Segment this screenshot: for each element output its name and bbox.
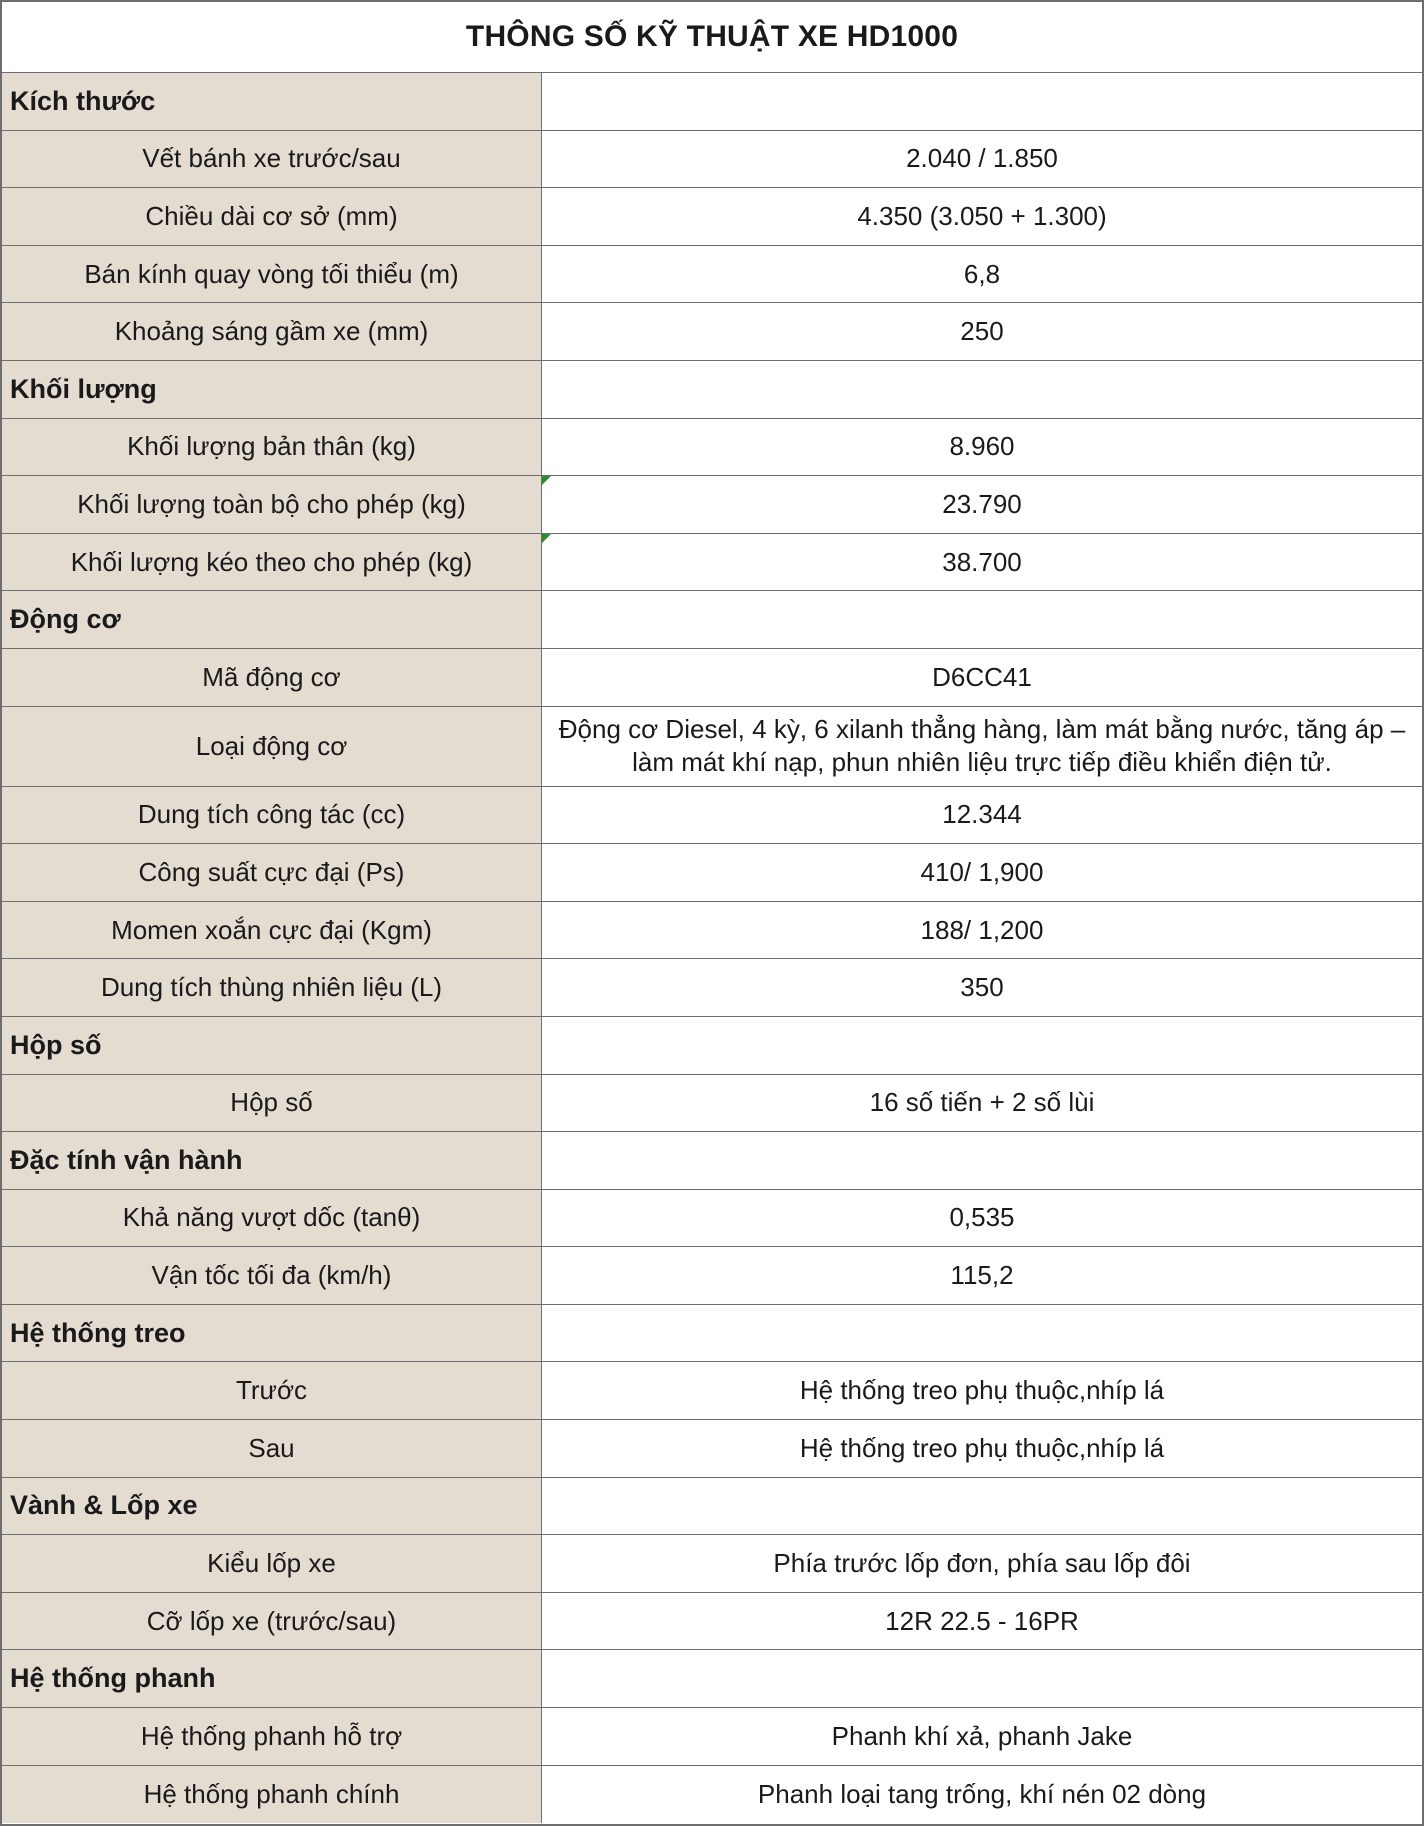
spec-value: 12R 22.5 - 16PR xyxy=(885,1605,1079,1636)
spec-value: 0,535 xyxy=(949,1202,1015,1233)
section-row xyxy=(2,1305,1422,1363)
section-heading: Kích thước xyxy=(2,73,542,130)
spec-label: Mã động cơ xyxy=(2,649,542,706)
section-heading: Động cơ xyxy=(2,591,542,648)
table-row xyxy=(2,902,1422,960)
table-row xyxy=(2,188,1422,246)
table-row xyxy=(2,1247,1422,1305)
table-row xyxy=(2,959,1422,1017)
section-row xyxy=(2,361,1422,419)
spec-value: 2.040 / 1.850 xyxy=(906,143,1058,174)
table-row xyxy=(2,649,1422,707)
section-empty-cell xyxy=(542,1650,1422,1707)
spec-value: 16 số tiến + 2 số lùi xyxy=(869,1087,1095,1118)
spec-value: Phía trước lốp đơn, phía sau lốp đôi xyxy=(773,1548,1191,1579)
section-row xyxy=(2,1478,1422,1536)
spec-label: Vết bánh xe trước/sau xyxy=(2,131,542,188)
section-empty-cell xyxy=(542,1132,1422,1189)
section-empty-cell xyxy=(542,73,1422,130)
section-heading: Vành & Lốp xe xyxy=(2,1478,542,1535)
section-row xyxy=(2,1017,1422,1075)
spec-label: Loại động cơ xyxy=(2,707,542,786)
spec-value: 8.960 xyxy=(949,431,1015,462)
section-heading: Hệ thống phanh xyxy=(2,1650,542,1707)
section-heading: Khối lượng xyxy=(2,361,542,418)
spec-value: Hệ thống treo phụ thuộc,nhíp lá xyxy=(799,1375,1165,1406)
spec-label: Khối lượng toàn bộ cho phép (kg) xyxy=(2,476,542,533)
table-row xyxy=(2,419,1422,477)
spec-value: 23.790 xyxy=(542,476,1422,533)
table-row xyxy=(2,1708,1422,1766)
spec-label: Bán kính quay vòng tối thiểu (m) xyxy=(2,246,542,303)
table-row xyxy=(2,1190,1422,1248)
spec-value: Phanh khí xả, phanh Jake xyxy=(831,1720,1133,1751)
section-heading: Hộp số xyxy=(2,1017,542,1074)
section-empty-cell xyxy=(542,361,1422,418)
table-row xyxy=(2,844,1422,902)
spec-value: 350 xyxy=(960,972,1004,1003)
spec-label: Khối lượng kéo theo cho phép (kg) xyxy=(2,534,542,591)
spec-value: 4.350 (3.050 + 1.300) xyxy=(857,200,1107,231)
table-row xyxy=(2,1766,1422,1824)
section-row xyxy=(2,591,1422,649)
table-title: THÔNG SỐ KỸ THUẬT XE HD1000 xyxy=(2,2,1422,73)
table-row xyxy=(2,246,1422,304)
spec-label: Hệ thống phanh chính xyxy=(2,1766,542,1824)
spec-label: Dung tích công tác (cc) xyxy=(2,787,542,844)
table-row xyxy=(2,1075,1422,1133)
spec-label: Cỡ lốp xe (trước/sau) xyxy=(2,1593,542,1650)
spec-label: Khối lượng bản thân (kg) xyxy=(2,419,542,476)
section-empty-cell xyxy=(542,1305,1422,1362)
spec-label: Sau xyxy=(2,1420,542,1477)
table-row xyxy=(2,1535,1422,1593)
table-row xyxy=(2,787,1422,845)
spec-value: D6CC41 xyxy=(932,661,1032,692)
comment-indicator-icon xyxy=(542,534,551,543)
comment-indicator-icon xyxy=(542,476,551,485)
table-row xyxy=(2,534,1422,592)
section-row xyxy=(2,1650,1422,1708)
table-row xyxy=(2,131,1422,189)
spec-label: Khoảng sáng gầm xe (mm) xyxy=(2,303,542,360)
spec-label: Hộp số xyxy=(2,1075,542,1132)
section-heading: Đặc tính vận hành xyxy=(2,1132,542,1189)
table-row xyxy=(2,707,1422,787)
spec-value: 38.700 xyxy=(542,534,1422,591)
spec-value: Động cơ Diesel, 4 kỳ, 6 xilanh thẳng hàng, làm mát bằng nước, tăng áp – làm mát khí nạp, phun nhiên liệu trực tiếp điều khiển điện tử. xyxy=(558,714,1406,778)
spec-value: 410/ 1,900 xyxy=(920,856,1044,887)
table-row xyxy=(2,1420,1422,1478)
section-empty-cell xyxy=(542,1478,1422,1535)
spec-label: Dung tích thùng nhiên liệu (L) xyxy=(2,959,542,1016)
spec-value: 12.344 xyxy=(942,799,1022,830)
spec-label: Vận tốc tối đa (km/h) xyxy=(2,1247,542,1304)
spec-value: Phanh loại tang trống, khí nén 02 dòng xyxy=(757,1778,1207,1809)
section-row xyxy=(2,73,1422,131)
spec-label: Chiều dài cơ sở (mm) xyxy=(2,188,542,245)
spec-value: 6,8 xyxy=(963,258,1001,289)
section-empty-cell xyxy=(542,1017,1422,1074)
section-row xyxy=(2,1132,1422,1190)
spec-label: Momen xoắn cực đại (Kgm) xyxy=(2,902,542,959)
spec-value: 188/ 1,200 xyxy=(920,914,1044,945)
spec-value: Hệ thống treo phụ thuộc,nhíp lá xyxy=(799,1432,1165,1463)
table-row xyxy=(2,476,1422,534)
spec-value: 115,2 xyxy=(950,1260,1014,1291)
table-row xyxy=(2,303,1422,361)
section-heading: Hệ thống treo xyxy=(2,1305,542,1362)
spec-label: Khả năng vượt dốc (tanθ) xyxy=(2,1190,542,1247)
spec-label: Công suất cực đại (Ps) xyxy=(2,844,542,901)
spec-label: Kiểu lốp xe xyxy=(2,1535,542,1592)
spec-value: 250 xyxy=(960,316,1004,347)
spec-label: Trước xyxy=(2,1362,542,1419)
table-row xyxy=(2,1593,1422,1651)
table-row xyxy=(2,1362,1422,1420)
table-body xyxy=(2,73,1422,1823)
section-empty-cell xyxy=(542,591,1422,648)
spec-label: Hệ thống phanh hỗ trợ xyxy=(2,1708,542,1765)
